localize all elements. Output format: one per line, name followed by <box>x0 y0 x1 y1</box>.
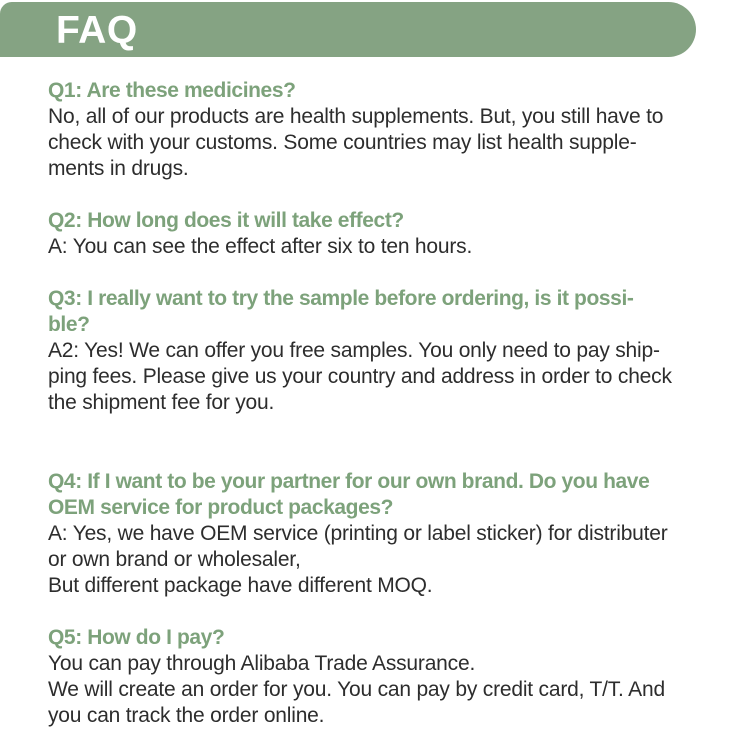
answer-line: A2: Yes! We can offer you free samples. You only need to pay ship- <box>48 339 660 362</box>
question-heading-line: ble? <box>48 313 90 336</box>
answer-line: ping fees. Please give us your country and address in order to check <box>48 365 672 388</box>
answer-line: check with your customs. Some countries may list health supple- <box>48 131 637 154</box>
faq-section-q4 <box>48 469 708 599</box>
faq-section-q3 <box>48 286 708 416</box>
question-heading-line: OEM service for product packages? <box>48 496 394 519</box>
answer-line: We will create an order for you. You can pay by credit card, T/T. And <box>48 678 665 701</box>
answer-line: But different package have different MOQ. <box>48 574 433 597</box>
answer-line: You can pay through Alibaba Trade Assurance. <box>48 652 476 675</box>
answer-line: A: Yes, we have OEM service (printing or label sticker) for distributer <box>48 522 668 545</box>
answer-line: you can track the order online. <box>48 704 325 727</box>
question-heading-line: Q2: How long does it will take effect? <box>48 209 404 232</box>
answer-line: ments in drugs. <box>48 157 189 180</box>
faq-section-q1 <box>48 78 708 182</box>
page-title: FAQ <box>56 9 138 52</box>
answer-line: the shipment fee for you. <box>48 391 275 414</box>
faq-content <box>48 78 708 755</box>
question-heading-line: Q1: Are these medicines? <box>48 79 296 102</box>
answer-line: or own brand or wholesaler, <box>48 548 301 571</box>
faq-section-q5 <box>48 625 708 729</box>
question-heading-line: Q3: I really want to try the sample before ordering, is it possi- <box>48 287 634 310</box>
answer-line: No, all of our products are health supplements. But, you still have to <box>48 105 664 128</box>
faq-header-banner <box>0 2 696 57</box>
question-heading-line: Q4: If I want to be your partner for our own brand. Do you have <box>48 470 650 493</box>
faq-section-q2 <box>48 208 708 260</box>
answer-line: A: You can see the effect after six to ten hours. <box>48 235 473 258</box>
question-heading-line: Q5: How do I pay? <box>48 626 225 649</box>
